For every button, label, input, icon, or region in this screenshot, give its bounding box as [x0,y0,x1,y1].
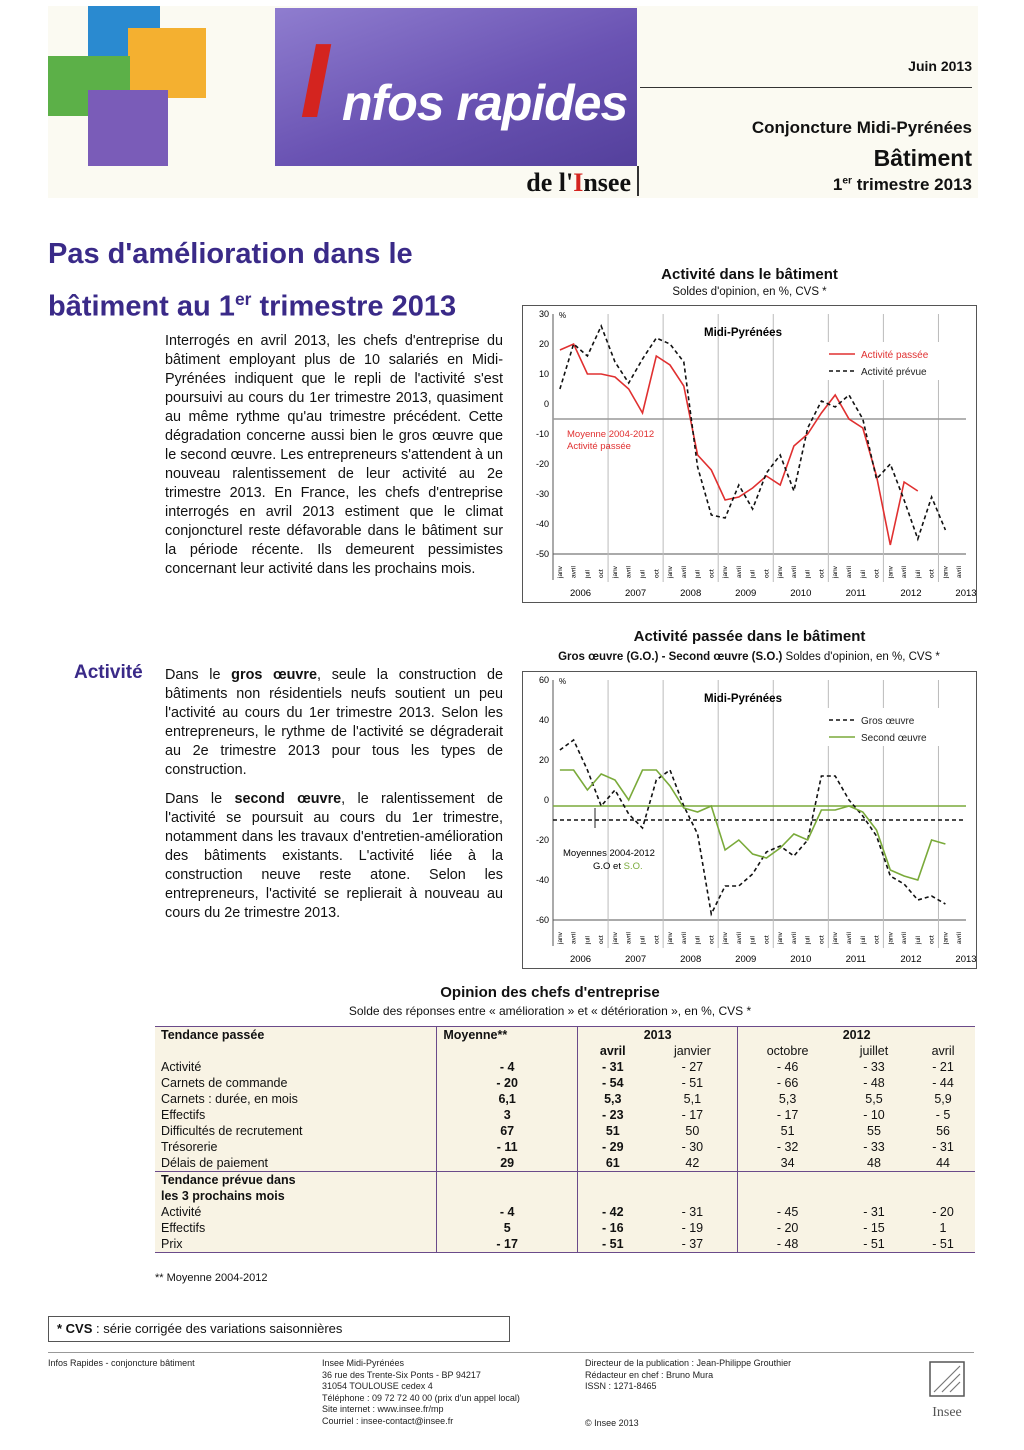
x-tick-label: juil [584,936,592,944]
x-tick-label: avril [790,932,798,944]
chart1-title: Activité dans le bâtiment [661,266,838,283]
table-cell: - 51 [578,1236,648,1253]
row-label: Trésorerie [161,1140,218,1154]
x-tick-label: avril [901,932,909,944]
x-tick-label: oct [928,569,936,578]
x-tick-label: juil [804,570,812,578]
row-moyenne: 6,1 [437,1091,578,1107]
year-label: 2007 [625,588,647,599]
y-tick-label: -10 [535,429,549,439]
x-tick-label: janv [611,566,619,578]
table-cell: - 37 [647,1236,737,1253]
opinion-table [155,1026,975,1253]
annotation-so: S.O. [623,861,643,872]
x-tick-label: janv [556,566,564,578]
x-tick-label: oct [708,935,716,944]
year-header-2012: 2012 [738,1027,975,1044]
table-cell: - 30 [681,1140,704,1154]
table-cell: - 48 [738,1236,837,1253]
table-cell: - 15 [863,1221,885,1235]
col-header-tendance: Tendance passée [155,1027,437,1044]
table-cell: - 16 [578,1220,648,1236]
footer-left: Infos Rapides - conjoncture bâtiment [48,1358,195,1368]
year-label: 2007 [625,954,647,965]
x-tick-label: janv [832,932,840,944]
cvs-note: * CVS : série corrigée des variations saisonnières [48,1316,510,1342]
x-tick-label: juil [694,570,702,578]
table-cell: 56 [936,1124,950,1138]
row-label: Activité [161,1205,202,1219]
series-line [560,740,946,914]
logo-subtitle: de l'Insee [526,168,631,197]
year-header-2013: 2013 [578,1027,738,1044]
table-row [155,1043,975,1059]
y-tick-label: -40 [535,519,549,529]
table-cell: 5,3 [738,1091,837,1107]
table-cell: - 23 [578,1107,648,1123]
x-tick-label: avril [845,566,853,578]
x-tick-label: janv [667,566,675,578]
legend-label: Activité passée [861,350,929,361]
month-header: avril [578,1043,648,1059]
x-tick-label: janv [887,566,895,578]
table-row [155,1123,975,1139]
year-label: 2013 [955,954,976,965]
x-tick-label: janv [887,932,895,944]
x-tick-label: avril [625,566,633,578]
row-label: Délais de paiement [155,1155,437,1172]
unit-label: % [559,311,567,320]
x-tick-label: oct [763,935,771,944]
table-cell: 48 [837,1155,911,1172]
x-tick-label: avril [956,566,964,578]
year-label: 2011 [845,954,867,965]
x-tick-label: janv [942,566,950,578]
x-tick-label: juil [914,936,922,944]
row-moyenne: 3 [437,1107,578,1123]
row-moyenne: - 4 [437,1059,578,1075]
year-label: 2011 [845,588,867,599]
table-cell: 55 [867,1124,881,1138]
table-cell: - 66 [738,1075,837,1091]
table-cell: 5,9 [934,1092,952,1106]
insee-logo-icon [922,1360,972,1400]
table-title: Opinion des chefs d'entreprise [440,984,660,1001]
table-row [155,1027,975,1044]
year-label: 2008 [680,588,702,599]
table-cell: - 29 [578,1139,648,1155]
chart2-title: Activité passée dans le bâtiment [633,628,866,645]
table-cell: - 21 [932,1060,954,1074]
table-row [155,1155,975,1172]
table-cell: - 51 [837,1236,911,1253]
row-label: Effectifs [161,1221,206,1235]
inner-title: Midi-Pyrénées [704,693,782,705]
chart2-subtitle: Gros œuvre (G.O.) - Second œuvre (S.O.) Soldes d'opinion, en %, CVS * [558,651,940,663]
x-tick-label: janv [722,932,730,944]
table-cell: - 32 [738,1139,837,1155]
chart1-subtitle: Soldes d'opinion, en %, CVS * [672,286,827,298]
table-cell [647,1172,737,1189]
table-cell: - 31 [578,1059,648,1075]
footer-copyright: © Insee 2013 [585,1418,639,1428]
table-cell: - 31 [932,1140,954,1154]
x-tick-label: oct [598,569,606,578]
table-cell [738,1188,837,1204]
y-tick-label: 40 [538,715,549,725]
annotation-label: Moyennes 2004-2012 [563,848,655,859]
row-moyenne: - 4 [437,1204,578,1220]
table-cell: 51 [738,1123,837,1139]
table-cell: - 46 [738,1059,837,1075]
logo-initial: I [300,22,330,140]
table-cell: - 51 [911,1236,975,1253]
table-row [155,1059,975,1075]
table-row [155,1139,975,1155]
x-tick-label: oct [653,569,661,578]
x-tick-label: oct [818,935,826,944]
year-label: 2009 [735,588,757,599]
x-tick-label: janv [556,932,564,944]
table-row [155,1091,975,1107]
logo-title: nfos rapides [342,75,628,131]
table-row [155,1172,975,1189]
y-tick-label: 20 [538,755,549,765]
table-cell: 50 [685,1124,700,1138]
year-label: 2013 [955,588,976,599]
row-label: Prix [155,1236,437,1253]
table-cell: 61 [578,1155,648,1172]
y-tick-label: -20 [535,459,549,469]
year-label: 2006 [569,588,592,599]
row-label: Effectifs [161,1108,206,1122]
table-cell: 42 [647,1155,737,1172]
y-tick-label: -30 [535,489,549,499]
header-divider [640,87,972,88]
table-cell: - 5 [935,1108,951,1122]
x-tick-label: avril [625,932,633,944]
row-label: Carnets : durée, en mois [161,1092,298,1106]
activite-text [165,666,503,923]
table-cell [437,1188,578,1204]
row-moyenne: - 11 [437,1139,578,1155]
y-tick-label: 10 [538,369,549,379]
table-cell: - 19 [681,1221,704,1235]
table-cell [155,1043,437,1059]
y-tick-label: 30 [538,309,549,319]
table-cell: 34 [738,1155,837,1172]
table-cell: 5,5 [865,1092,883,1106]
table-row [155,1236,975,1253]
row-label: Difficultés de recrutement [161,1124,303,1138]
footer-credits: Directeur de la publication : Jean-Philippe Grouthier Rédacteur en chef : Bruno Mura ISSN : 1271-8465 [585,1358,792,1391]
legend-label: Second œuvre [861,733,927,744]
x-tick-label: avril [901,566,909,578]
x-tick-label: juil [749,936,757,944]
table-row [155,1075,975,1091]
annotation-label [593,861,643,872]
x-tick-label: oct [763,569,771,578]
year-label: 2006 [569,954,592,965]
x-tick-label: janv [832,566,840,578]
unit-label: % [559,677,567,686]
x-tick-label: juil [694,936,702,944]
x-tick-label: avril [790,566,798,578]
table-cell [437,1172,578,1189]
year-label: 2010 [790,954,812,965]
x-tick-label: janv [942,932,950,944]
table-cell: - 51 [681,1076,704,1090]
chart1-svg [523,306,976,602]
table-cell: 51 [578,1123,648,1139]
table-row [155,1220,975,1236]
x-tick-label: janv [611,932,619,944]
activite-heading: Activité [74,662,143,683]
row-label: Activité [161,1060,202,1074]
table-row [155,1188,975,1204]
x-tick-label: avril [735,932,743,944]
section-title: Conjoncture Midi-Pyrénées [751,118,972,137]
x-tick-label: oct [598,935,606,944]
row-moyenne: 29 [437,1155,578,1172]
footer-address: Insee Midi-Pyrénées 36 rue des Trente-Six Ponts - BP 94217 31054 TOULOUSE cedex 4 Téléphone : 09 72 72 40 00 (prix d'un appel local) Site internet : www.insee.fr/mp Courriel : insee-contact@insee.fr [322,1358,520,1426]
table-row [155,1107,975,1123]
y-tick-label: -20 [535,835,549,845]
chart2 [522,671,977,969]
year-label: 2012 [900,588,922,599]
x-tick-label: oct [708,569,716,578]
table-cell: - 20 [932,1205,954,1219]
x-tick-label: avril [680,566,688,578]
table-cell: - 31 [681,1205,704,1219]
x-tick-label: juil [639,936,647,944]
x-tick-label: janv [777,932,785,944]
table-cell [578,1172,648,1189]
x-tick-label: juil [639,570,647,578]
x-tick-label: oct [653,935,661,944]
table-cell: - 17 [681,1108,704,1122]
x-tick-label: juil [804,936,812,944]
inner-title: Midi-Pyrénées [704,327,782,339]
month-header: avril [931,1044,955,1058]
annotation-go: G.O et [593,861,624,872]
table-cell: - 45 [738,1204,837,1220]
month-header: octobre [738,1043,837,1059]
year-label: 2009 [735,954,757,965]
chart2-svg [523,672,976,968]
table-cell: - 48 [863,1076,885,1090]
month-header: janvier [673,1044,711,1058]
x-tick-label: avril [735,566,743,578]
prevue-header: les 3 prochains mois [161,1189,285,1203]
table-cell: - 20 [738,1220,837,1236]
chart1 [522,305,977,603]
y-tick-label: -50 [535,549,549,559]
x-tick-label: avril [570,932,578,944]
x-tick-label: juil [859,936,867,944]
table-cell: - 31 [863,1205,885,1219]
y-tick-label: -60 [535,915,549,925]
x-tick-label: juil [914,570,922,578]
year-label: 2012 [900,954,922,965]
period-title: 1er trimestre 2013 [832,175,972,194]
x-tick-label: janv [777,566,785,578]
x-tick-label: avril [680,932,688,944]
table-cell: 1 [939,1221,947,1235]
insee-logo-text: Insee [932,1405,962,1420]
x-tick-label: avril [570,566,578,578]
prevue-header: Tendance prévue dans [161,1173,296,1187]
x-tick-label: janv [667,932,675,944]
x-tick-label: oct [873,569,881,578]
logo-squares [48,6,278,196]
x-tick-label: avril [956,932,964,944]
row-moyenne: 67 [437,1123,578,1139]
y-tick-label: 0 [543,399,549,409]
table-cell [647,1188,737,1204]
x-tick-label: oct [873,935,881,944]
table-cell: - 54 [578,1075,648,1091]
table-cell [738,1172,837,1189]
table-cell [437,1043,578,1059]
table-cell: 5,1 [683,1092,702,1106]
x-tick-label: oct [818,569,826,578]
table-cell: - 42 [578,1204,648,1220]
table-cell [911,1188,975,1204]
col-header-moyenne: Moyenne** [437,1027,578,1044]
reference-label: Moyenne 2004-2012 [567,429,655,440]
table-subtitle: Solde des réponses entre « amélioration » et « détérioration », en %, CVS * [348,1004,752,1018]
legend-label: Gros œuvre [861,716,915,727]
x-tick-label: juil [859,570,867,578]
y-tick-label: -40 [535,875,549,885]
topic-title: Bâtiment [873,145,972,171]
x-tick-label: juil [749,570,757,578]
table-cell [911,1172,975,1189]
reference-label: Activité passée [567,441,631,452]
row-label: Carnets de commande [161,1076,288,1090]
table-footnote: ** Moyenne 2004-2012 [155,1272,268,1284]
table-row [155,1204,975,1220]
gros-oeuvre-paragraph: Dans le gros œuvre, seule la construction de bâtiments non résidentiels neufs soutient un peu l'activité au cours du 1er trimestre 2013. Selon les entrepreneurs, le rythme de l'activité se dégraderait au 2e trimestre 2013 pour tous les types de construction. [165,667,503,778]
table-cell: 44 [911,1155,975,1172]
table-cell: - 44 [932,1076,954,1090]
legend-label: Activité prévue [861,367,927,378]
x-tick-label: avril [845,932,853,944]
table-cell [578,1188,648,1204]
footer-divider [48,1352,974,1353]
table-cell: - 17 [738,1107,837,1123]
x-tick-label: juil [584,570,592,578]
y-tick-label: 60 [538,675,549,685]
table-cell: - 33 [863,1140,885,1154]
table-cell [837,1188,911,1204]
table-cell: 5,3 [578,1091,648,1107]
row-moyenne: - 17 [437,1236,578,1253]
year-label: 2010 [790,588,812,599]
y-tick-label: 0 [543,795,549,805]
publication-date: Juin 2013 [908,58,972,74]
year-label: 2008 [680,954,702,965]
month-header: juillet [859,1044,889,1058]
second-oeuvre-paragraph: Dans le second œuvre, le ralentissement de l'activité se poursuit au cours du 1er trimestre, notamment dans les travaux d'entretien-amélioration des bâtiments existants. L'activité liée à la construction neuve reste atone. Selon les entrepreneurs, l'activité se replierait à nouveau au cours du 2e trimestre 2013. [165,791,503,921]
table-cell: - 27 [681,1060,704,1074]
insee-logo [922,1360,972,1420]
x-tick-label: janv [722,566,730,578]
x-tick-label: oct [928,935,936,944]
page-title: Pas d'amélioration dans le bâtiment au 1er trimestre 2013 [48,238,457,323]
table-cell [837,1172,911,1189]
table-cell: - 33 [863,1060,885,1074]
table-cell: - 10 [863,1108,885,1122]
row-moyenne: 5 [437,1220,578,1236]
row-moyenne: - 20 [437,1075,578,1091]
intro-paragraph: Interrogés en avril 2013, les chefs d'entreprise du bâtiment employant plus de 10 salariés en Midi-Pyrénées indiquent que le repli de l'activité s'est poursuivi au cours du 1er trimestre 2013, quasiment au même rythme qu'au trimestre précédent. Cette dégradation concerne aussi bien le gros œuvre que le second œuvre. Les entrepreneurs s'attendent à un nouveau ralentissement de leur activité au 2e trimestre 2013. En France, les chefs d'entreprise interrogés en avril 2013 estiment que le climat conjoncturel reste défavorable dans le bâtiment sur la période récente. Ils demeurent pessimistes concernant leur activité dans les prochains mois. [165,333,503,577]
y-tick-label: 20 [538,339,549,349]
